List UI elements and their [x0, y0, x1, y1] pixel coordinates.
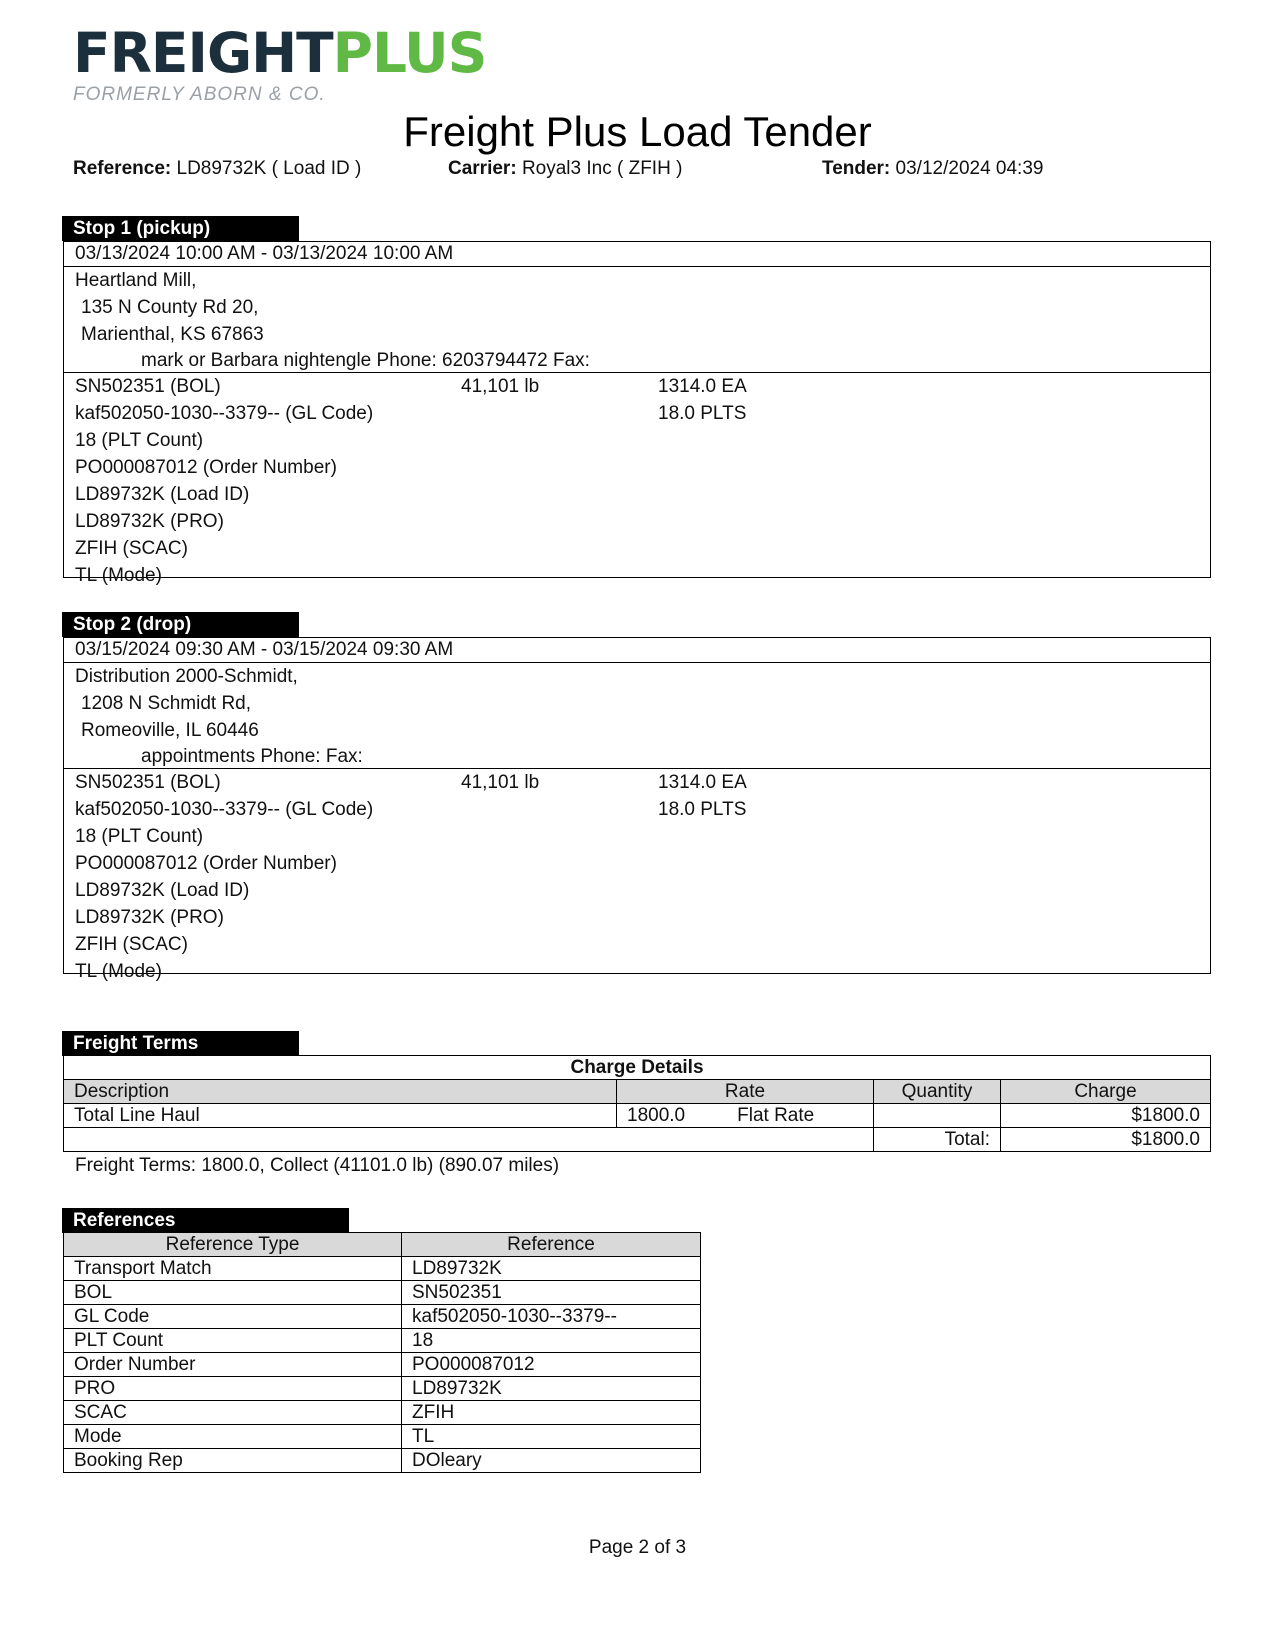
item-qty: 1314.0 EA: [658, 376, 747, 397]
ref-value: LD89732K: [402, 1257, 701, 1281]
stop-1-window: 03/13/2024 10:00 AM - 03/13/2024 10:00 AM: [64, 242, 1210, 267]
ref-value: 18: [402, 1329, 701, 1353]
col-quantity: Quantity: [874, 1080, 1001, 1104]
ref-value: PO000087012: [402, 1353, 701, 1377]
carrier-label: Carrier:: [448, 158, 517, 179]
freight-terms-note: Freight Terms: 1800.0, Collect (41101.0 lb) (890.07 miles): [75, 1155, 560, 1176]
line-description: Total Line Haul: [64, 1104, 617, 1128]
stop-2-items: [64, 769, 1210, 985]
ref-type: Booking Rep: [64, 1449, 402, 1473]
freight-terms-title: Freight Terms: [62, 1031, 299, 1056]
stop-1-box: [63, 241, 1211, 586]
ref-type: PRO: [64, 1377, 402, 1401]
stop-1-title: Stop 1 (pickup): [62, 216, 299, 241]
col-charge: Charge: [1001, 1080, 1211, 1104]
list-item: [64, 769, 1210, 796]
ref-value: kaf502050-1030--3379--: [402, 1305, 701, 1329]
stop-1-items: [64, 373, 1210, 589]
line-quantity: [874, 1104, 1001, 1128]
table-row: [64, 1401, 701, 1425]
ref-type: Transport Match: [64, 1257, 402, 1281]
logo-plus: PLUS: [332, 21, 487, 85]
ref-type: Mode: [64, 1425, 402, 1449]
stop-2-city: Romeoville, IL 60446: [81, 720, 259, 741]
stop-2-contact: appointments Phone: Fax:: [141, 746, 363, 767]
list-item: [64, 796, 1210, 823]
logo-wordmark: [73, 21, 487, 85]
stop-2-street: 1208 N Schmidt Rd,: [81, 693, 252, 714]
reference-info: [73, 158, 361, 180]
list-item: TL (Mode): [75, 565, 162, 586]
list-item: 18 (PLT Count): [75, 430, 204, 451]
item-weight: 41,101 lb: [461, 376, 540, 397]
table-header-row: [64, 1233, 701, 1257]
list-item: LD89732K (Load ID): [75, 484, 250, 505]
page-number: Page 2 of 3: [588, 1537, 687, 1558]
table-row: [64, 1425, 701, 1449]
ref-value: SN502351: [402, 1281, 701, 1305]
item-qty: 18.0 PLTS: [658, 403, 747, 424]
list-item: ZFIH (SCAC): [75, 934, 188, 955]
col-reference: Reference: [402, 1233, 701, 1257]
logo-subtitle: FORMERLY ABORN & CO.: [73, 84, 326, 105]
stop-2-box: [63, 637, 1211, 982]
total-label: Total:: [874, 1128, 1001, 1152]
references-title: References: [62, 1208, 349, 1233]
reference-value: LD89732K ( Load ID ): [176, 158, 362, 179]
tender-value: 03/12/2024 04:39: [895, 158, 1044, 179]
item-ref: SN502351 (BOL): [75, 376, 221, 397]
table-row: [64, 1353, 701, 1377]
list-item: LD89732K (PRO): [75, 907, 224, 928]
line-charge: $1800.0: [1001, 1104, 1211, 1128]
tender-label: Tender:: [822, 158, 891, 179]
list-item: PO000087012 (Order Number): [75, 853, 337, 874]
table-row: [64, 1104, 1211, 1128]
list-item: LD89732K (PRO): [75, 511, 224, 532]
item-weight: 41,101 lb: [461, 772, 540, 793]
item-ref: kaf502050-1030--3379-- (GL Code): [75, 403, 374, 424]
logo-freight: FREIGHT: [73, 21, 333, 85]
list-item: TL (Mode): [75, 961, 162, 982]
ref-value: DOleary: [402, 1449, 701, 1473]
ref-type: BOL: [64, 1281, 402, 1305]
item-qty: 1314.0 EA: [658, 772, 747, 793]
stop-2-name: Distribution 2000-Schmidt,: [75, 666, 298, 687]
item-ref: SN502351 (BOL): [75, 772, 221, 793]
col-rate: Rate: [617, 1080, 874, 1104]
carrier-value: Royal3 Inc ( ZFIH ): [521, 158, 683, 179]
table-row: [64, 1377, 701, 1401]
ref-type: SCAC: [64, 1401, 402, 1425]
table-row: [64, 1257, 701, 1281]
ref-type: Order Number: [64, 1353, 402, 1377]
rate-value: 1800.0: [627, 1104, 686, 1126]
total-value: $1800.0: [1001, 1128, 1211, 1152]
stop-2-address: [64, 663, 1210, 769]
list-item: ZFIH (SCAC): [75, 538, 188, 559]
ref-type: GL Code: [64, 1305, 402, 1329]
ref-value: TL: [402, 1425, 701, 1449]
list-item: [64, 373, 1210, 400]
line-rate: [617, 1104, 874, 1128]
ref-type: PLT Count: [64, 1329, 402, 1353]
table-row: [64, 1281, 701, 1305]
reference-label: Reference:: [73, 158, 172, 179]
ref-value: LD89732K: [402, 1377, 701, 1401]
col-description: Description: [64, 1080, 617, 1104]
col-reference-type: Reference Type: [64, 1233, 402, 1257]
item-ref: kaf502050-1030--3379-- (GL Code): [75, 799, 374, 820]
table-row: [64, 1305, 701, 1329]
item-qty: 18.0 PLTS: [658, 799, 747, 820]
stop-1-street: 135 N County Rd 20,: [81, 297, 259, 318]
charge-details-heading: Charge Details: [64, 1056, 1211, 1080]
stop-1-city: Marienthal, KS 67863: [81, 324, 264, 345]
stop-1-contact: mark or Barbara nightengle Phone: 6203794472 Fax:: [141, 350, 590, 371]
references-table: [63, 1232, 701, 1473]
ref-value: ZFIH: [402, 1401, 701, 1425]
stop-2-window: 03/15/2024 09:30 AM - 03/15/2024 09:30 AM: [64, 638, 1210, 663]
list-item: LD89732K (Load ID): [75, 880, 250, 901]
list-item: PO000087012 (Order Number): [75, 457, 337, 478]
stop-1-name: Heartland Mill,: [75, 270, 197, 291]
stop-1-address: [64, 267, 1210, 373]
carrier-info: [448, 158, 682, 180]
total-row: [64, 1128, 1211, 1152]
table-row: [64, 1329, 701, 1353]
page-title: Freight Plus Load Tender: [403, 108, 872, 155]
freight-plus-logo: [73, 21, 487, 106]
table-header-row: [64, 1080, 1211, 1104]
stop-2-title: Stop 2 (drop): [62, 612, 299, 637]
table-row: [64, 1449, 701, 1473]
list-item: 18 (PLT Count): [75, 826, 204, 847]
rate-type: Flat Rate: [737, 1104, 815, 1126]
tender-info: [822, 158, 1043, 180]
charge-details-table: [63, 1055, 1211, 1152]
list-item: [64, 400, 1210, 427]
